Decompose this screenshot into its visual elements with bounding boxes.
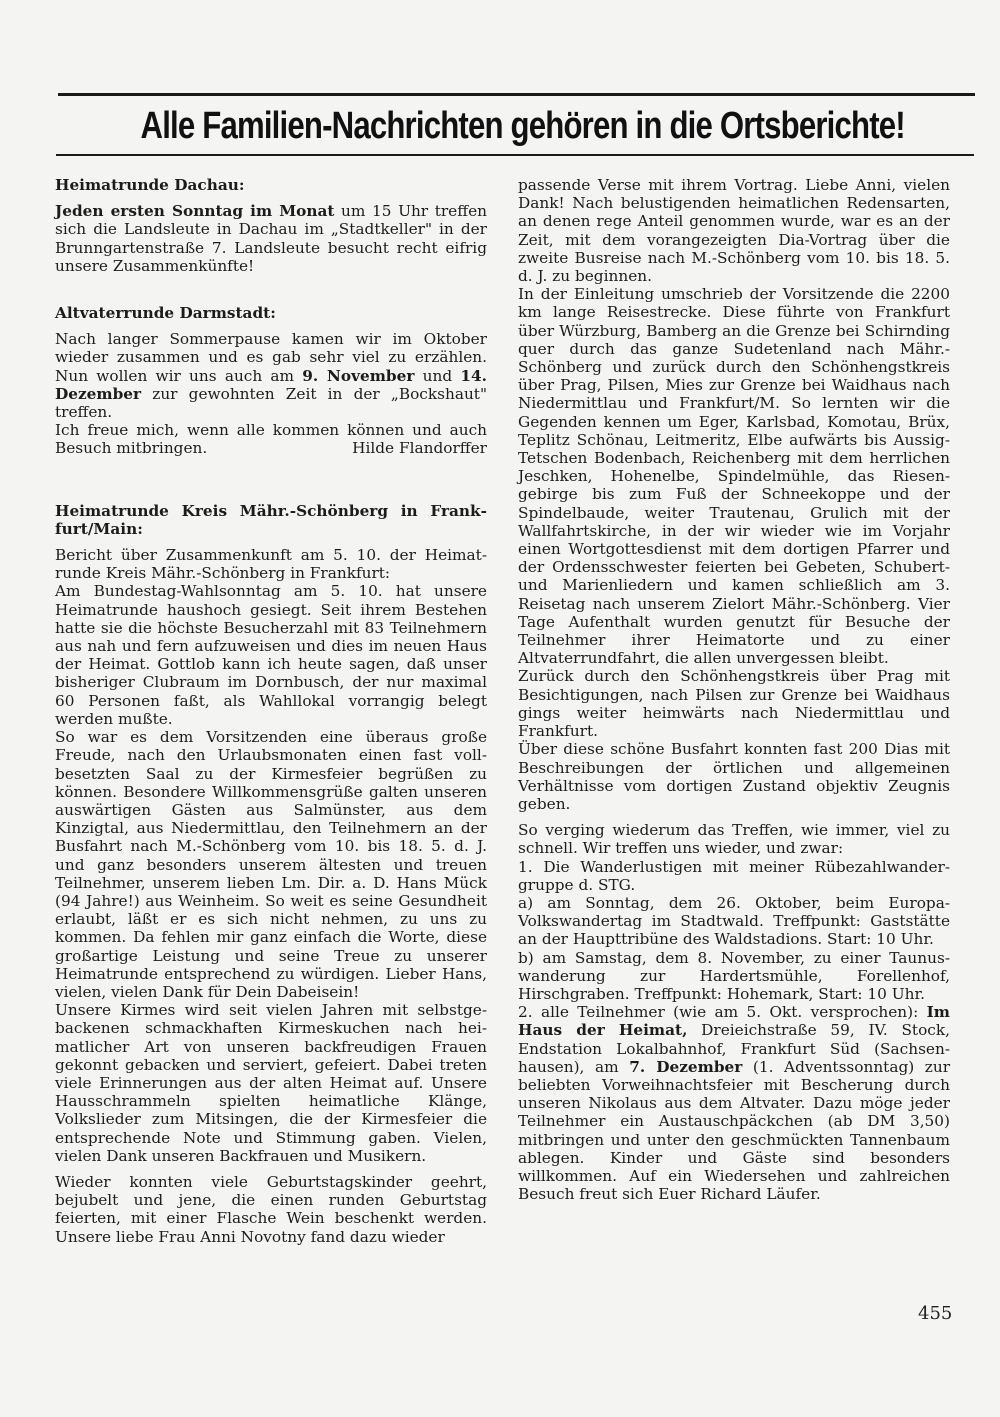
paragraph: Unsere Kirmes wird seit vielen Jahren mit selbstgebackenen schmackhaften Kirmeskuchen nach heimatlicher Art von unseren backfreudigen Frauen gekonnt gebacken und serviert, gefeiert. Dabei treten viele Erinnerungen aus der alten Heimat auf. Unsere Hausschrammeln spielten heimatliche Klänge, Volkslieder zum Mitsingen, die der Kirmesfeier die entsprechende Note und Stimmung gaben. Vielen, vielen Dank unseren Backfrauen und Musikern.: [55, 1001, 487, 1165]
section-darmstadt: [55, 304, 487, 458]
paragraph: Bericht über Zusammenkunft am 5. 10. der Heimatrunde Kreis Mähr.-Schönberg in Frankfurt:: [55, 546, 487, 583]
section-title: Altvaterrunde Darmstadt:: [55, 304, 276, 323]
paragraph: So verging wiederum das Treffen, wie immer, viel zu schnell. Wir treffen uns wieder, und zwar:: [518, 821, 950, 858]
paragraph: Am Bundestag-Wahlsonntag am 5. 10. hat unsere Heimatrunde haushoch gesiegt. Seit ihrem Bestehen hatte sie die höchste Besucherzahl mit 83 Teilnehmern aus nah und fern aufzuweisen und dies im neuen Haus der Heimat. Gottlob kann ich heute sagen, daß unser bisheriger Clubraum im Dornbusch, der nur maximal 60 Personen faßt, als Wahllokal vorrangig belegt werden mußte.: [55, 582, 487, 728]
right-column: [518, 176, 950, 1203]
headline-top-rule: [58, 93, 975, 96]
page-headline: Alle Familien-Nachrichten gehören in die Ortsberichte!: [140, 105, 905, 147]
paragraph: Über diese schöne Busfahrt konnten fast 200 Dias mit Beschreibungen der örtlichen und allgemeinen Verhältnisse vom dortigen Zustand objektiv Zeugnis geben.: [518, 740, 950, 813]
paragraph: Jeden ersten Sonntag im Monat um 15 Uhr treffen sich die Landsleute in Dachau im „Stadtkeller" in der Brunngartenstraße 7. Landsleute besucht recht eifrig unsere Zusammenkünfte!: [55, 202, 487, 275]
bold-text: Jeden ersten Sonntag im Monat: [55, 202, 335, 221]
section-schoenberg: [55, 502, 487, 1246]
paragraph: Wieder konnten viele Geburtstagskinder geehrt, bejubelt und jene, die einen runden Geburtstag feierten, mit einer Flasche Wein beschenkt werden. Unsere liebe Frau Anni Novotny fand dazu wieder: [55, 1172, 487, 1246]
paragraph: So war es dem Vorsitzenden eine überaus große Freude, nach den Urlaubsmonaten einen fast vollbesetzten Saal zu der Kirmesfeier begrüßen zu können. Besondere Willkommensgrüße galten unseren auswärtigen Gästen aus Salmünster, aus dem Kinzigtal, aus Niedermittlau, den Teilnehmern an der Busfahrt nach M.-Schönberg vom 10. bis 18. 5. d. J. und ganz besonders unserem ältesten und treuen Teilnehmer, unserem lieben Lm. Dir. a. D. Hans Mück (94 Jahre!) aus Weinheim. So weit es seine Gesundheit erlaubt, läßt er es sich nicht nehmen, zu uns zu kommen. Da fehlen mir ganz einfach die Worte, diese großartige Leistung und seine Treue zu unserer Heimatrunde entsprechend zu würdigen. Lieber Hans, vielen, vielen Dank für Dein Dabeisein!: [55, 728, 487, 1001]
section-title: Heimatrunde Kreis Mähr.-Schönberg in Frankfurt/Main:: [55, 501, 487, 538]
paragraph: passende Verse mit ihrem Vortrag. Liebe Anni, vielen Dank! Nach belustigenden heimatlichen Redensarten, an denen rege Anteil genommen wurde, war es an der Zeit, mit dem vorangezeigten Dia-Vortrag über die zweite Busreise nach M.-Schönberg vom 10. bis 18. 5. d. J. zu beginnen.: [518, 176, 950, 286]
left-column: [55, 176, 487, 1246]
section-dachau: [55, 176, 487, 275]
paragraph: a) am Sonntag, dem 26. Oktober, beim Europa-Volkswandertag im Stadtwald. Treffpunkt: Gaststätte an der Haupttribüne des Waldstadions. Start: 10 Uhr.: [518, 893, 950, 949]
page-number: 455: [918, 1303, 953, 1324]
section-title: Heimatrunde Dachau:: [55, 176, 245, 194]
paragraph: 1. Die Wanderlustigen mit meiner Rübezahlwandergruppe d. STG.: [518, 857, 950, 894]
paragraph: b) am Samstag, dem 8. November, zu einer Taunuswanderung zur Hardertsmühle, Forellenhof, Hirschgraben. Treffpunkt: Hohemark, Start: 10 Uhr.: [518, 948, 950, 1003]
paragraph: Zurück durch den Schönhengstkreis über Prag mit Besichtigungen, nach Pilsen zur Grenze bei Waidhaus gings weiter heimwärts nach Niedermittlau und Frankfurt.: [518, 667, 950, 741]
paragraph: 2. alle Teilnehmer (wie am 5. Okt. versprochen): Im Haus der Heimat, Dreieichstraße 59, IV. Stock, Endstation Lokalbahnhof, Frankfurt Süd (Sachsenhausen), am 7. Dezember (1. Adventssonntag) zur beliebten Vorweihnachtsfeier mit Bescherung durch unseren Nikolaus aus dem Altvater. Dazu möge jeder Teilnehmer ein Austauschpäckchen (ab DM 3,50) mitbringen und unter den geschmückten Tannenbaum ablegen. Kinder und Gäste sind besonders willkommen. Auf ein Wiedersehen und zahlreichen Besuch freut sich Euer Richard Läufer.: [518, 1003, 951, 1204]
paragraph: In der Einleitung umschrieb der Vorsitzende die 2200 km lange Reisestrecke. Diese führte von Frankfurt über Würzburg, Bamberg an die Grenze bei Schirnding quer durch das ganze Sudetenland nach Mähr.-Schönberg und zurück durch den Schönhengstkreis über Prag, Pilsen, Mies zur Grenze bei Waidhaus nach Niedermittlau und Frankfurt/M. So lernten wir die Gegenden kennen um Eger, Karlsbad, Komotau, Brüx, Teplitz Schönau, Leitmeritz, Elbe aufwärts bis Aussig-Tetschen Bodenbach, Reichenberg mit dem herrlichen Jeschken, Hohenelbe, Spindelmühle, das Riesengebirge bis zum Fuß der Schneekoppe und der Spindelbaude, weiter Trautenau, Grulich mit der Wallfahrtskirche, in der wir wieder wie im Vorjahr einen Wortgottesdienst mit dem dortigen Pfarrer und der Ordensschwester feierten bei Gebeten, Schubert- und Marienliedern und kamen schließlich am 3. Reisetag nach unserem Zielort Mähr.-Schönberg. Vier Tage Aufenthalt wurden genutzt für Besuche der Teilnehmer ihrer Heimatorte und zu einer Altvaterrundfahrt, die allen unvergessen bleibt.: [518, 285, 950, 668]
signature: Hilde Flandorffer: [352, 439, 487, 458]
paragraph: Ich freue mich, wenn alle kommen können und auch Besuch mitbringen.: [55, 421, 487, 458]
headline-bottom-rule: [56, 154, 974, 156]
paragraph: Nach langer Sommerpause kamen wir im Oktober wieder zusammen und es gab sehr viel zu erzählen. Nun wollen wir uns auch am 9. November und 14. Dezember zur gewohnten Zeit in der „Bockshaut" treffen.: [55, 330, 487, 422]
